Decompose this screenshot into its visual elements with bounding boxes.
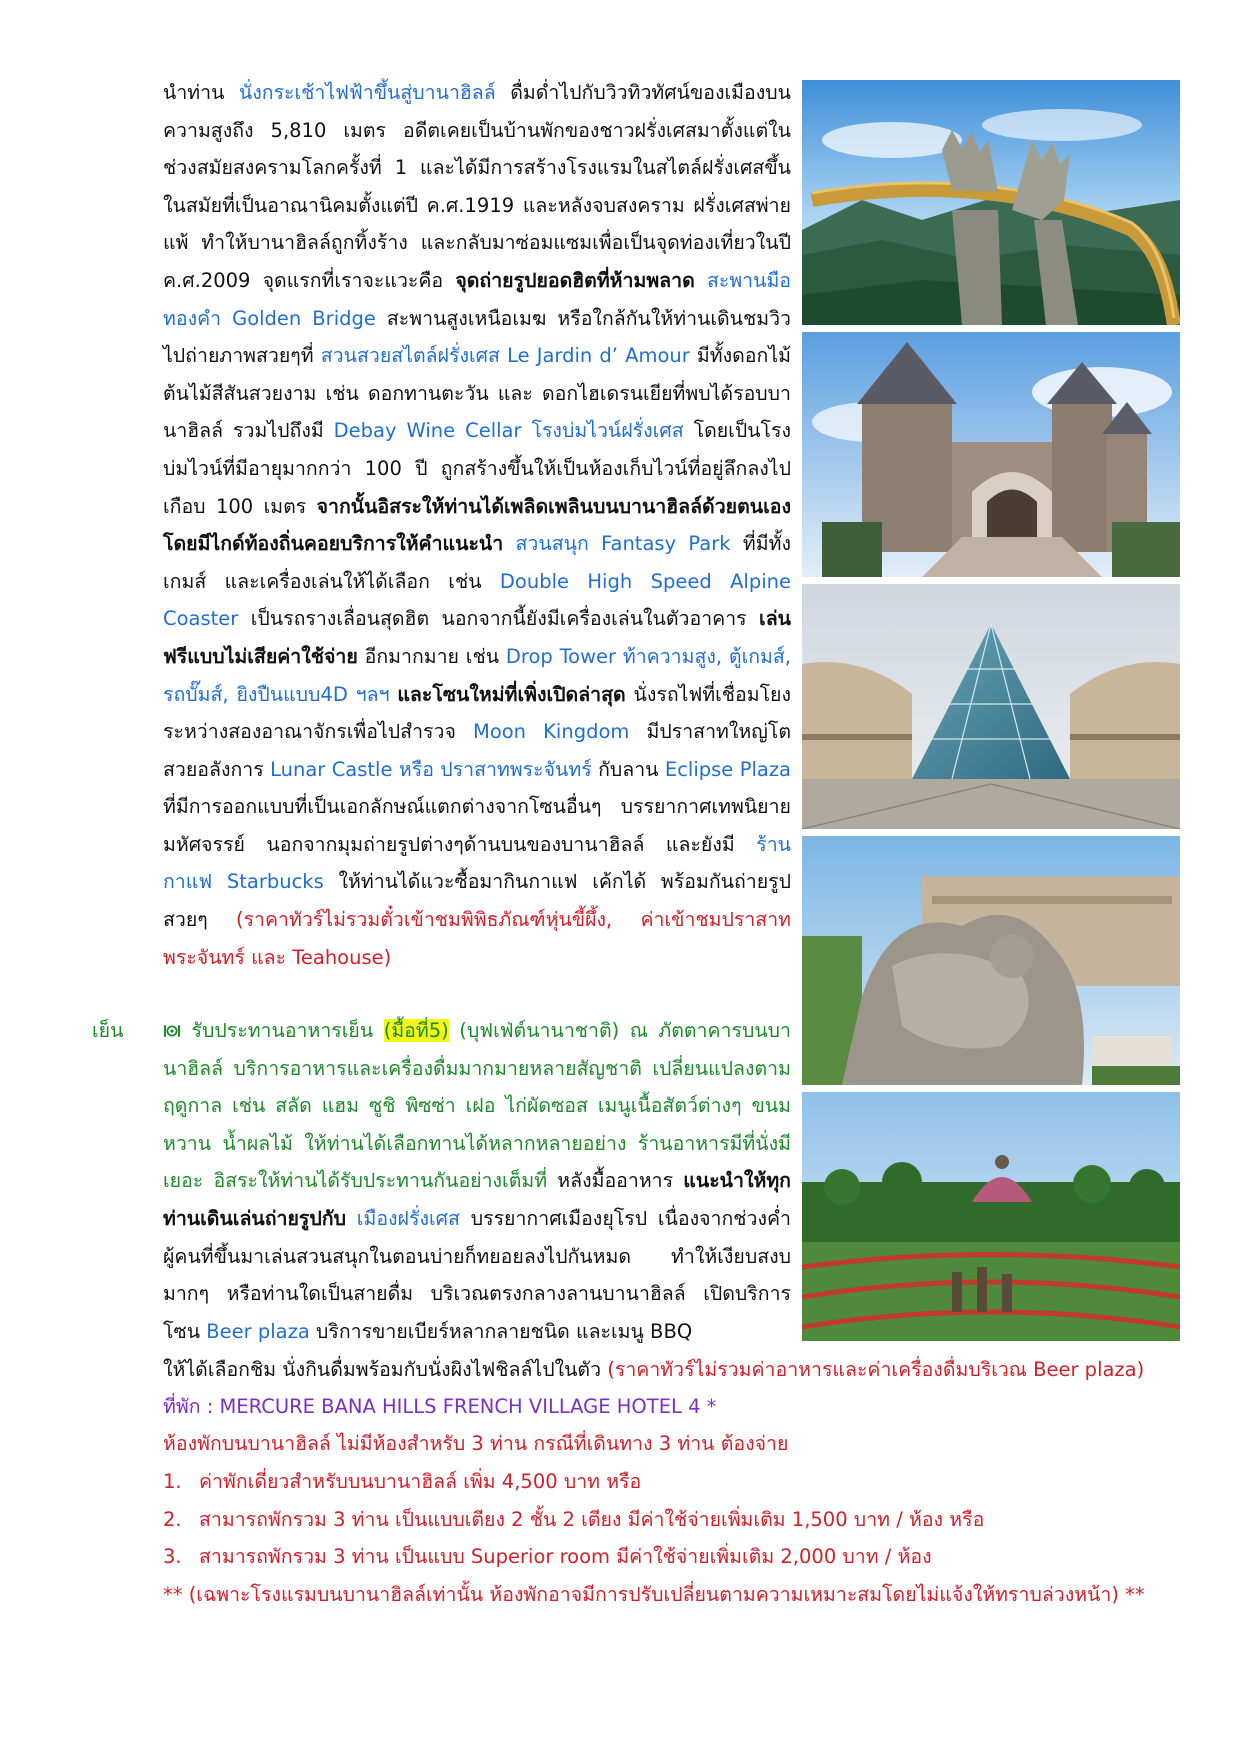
option-number: 3. [163,1545,182,1568]
lunar-castle-highlight: Lunar Castle หรือ ปราสาทพระจันทร์ [270,757,592,781]
meal-block [163,1019,791,1192]
walk-recommend-phrase: แนะนำให้ทุกท่านเดินเล่นถ่ายรูปกับ [163,1169,791,1230]
hotel-name: MERCURE BANA HILLS FRENCH VILLAGE HOTEL 4 * [219,1395,717,1418]
free-time-phrase: จากนั้นอิสระให้ท่านได้เพลิดเพลินบนบานาฮิลล์ด้วยตนเองโดยมีไกด์ท้องถิ่นคอยบริการให้คำแนะนำ [163,494,791,556]
glass-pyramid-photo [802,584,1180,829]
wine-cellar-highlight: Debay Wine Cellar โรงบ่มไวน์ฝรั่งเศส [333,419,684,443]
room-option [163,1538,1173,1576]
golden-bridge-highlight: สะพานมือทองคำ Golden Bridge [163,268,792,330]
indoor-rides-highlight: Drop Tower ท้าความสูง, ตู้เกมส์, รถบั๊มส์, ยิงปืนแบบ4D ฯลฯ [163,644,791,706]
option-text: สามารถพักรวม 3 ท่าน เป็นแบบ Superior room มีค่าใช้จ่ายเพิ่มเติม 2,000 บาท / ห้อง [199,1545,932,1568]
text: ให้ได้เลือกชิม นั่งกินดื่มพร้อมกับนั่งผิงไฟชิลล์ไปในตัว [163,1358,608,1381]
castle-photo [802,332,1180,577]
room-option [163,1501,1173,1539]
hotel-footnote: ** (เฉพาะโรงแรมบนบานาฮิลล์เท่านั้น ห้องพักอาจมีการปรับเปลี่ยนตามความเหมาะสมโดยไม่แจ้งให้ทราบล่วงหน้า) ** [163,1583,1145,1606]
text: ที่มีการออกแบบที่เป็นเอกลักษณ์แตกต่างจากโซนอื่นๆ บรรยากาศเทพนิยายมหัศจรรย์ นอกจากมุมถ่ายรูปต่างๆด้านบนของบานาฮิลล์ และยังมี [163,795,791,856]
text: นำท่าน [163,81,239,104]
text: อีกมากมาย เช่น [357,644,506,668]
text: โดยเป็นโรงบ่มไวน์ที่มีอายุมากกว่า 100 ปี ถูกสร้างขึ้นให้เป็นห้องเก็บไวน์ที่อยู่ลึกลงไปเกือบ 100 เมตร [163,419,791,518]
fantasy-park-highlight: สวนสนุก Fantasy Park [515,532,731,556]
space [503,532,515,555]
dinner-description [163,1012,791,1350]
option-number: 2. [163,1508,182,1531]
space [695,269,707,292]
eclipse-plaza-highlight: Eclipse Plaza [664,757,792,781]
text: สะพานสูงเหนือเมฆ หรือใกล้กันให้ท่านเดินชมวิวไปถ่ายภาพสวยๆที่ [163,306,791,368]
price-exclusion-note: (ราคาทัวร์ไม่รวมตั๋วเข้าชมพิพิธภัณฑ์หุ่นขี้ผึ้ง, ค่าเข้าชมปราสาทพระจันทร์ และ Teahouse) [163,908,791,969]
text: นั่งรถไฟที่เชื่อมโยงระหว่างสองอาณาจักรเพื่อไปสำรวจ [163,682,792,744]
starbucks-highlight: ร้านกาแฟ Starbucks [163,832,791,894]
free-play-phrase: เล่นฟรีแบบไม่เสียค่าใช้จ่าย [163,607,791,668]
text: บริการขายเบียร์หลากลายชนิด และเมนู BBQ [309,1319,693,1343]
text: ที่มีทั้งเกมส์ และเครื่องเล่นให้ได้เลือก เช่น [163,532,791,593]
room-option [163,1463,1173,1501]
option-text: ค่าพักเดี่ยวสำหรับบนบานาฮิลล์ เพิ่ม 4,500 บาท หรือ [199,1470,642,1493]
le-jardin-highlight: สวนสวยสไตล์ฝรั่งเศส Le Jardin d’ Amour [320,344,690,368]
text: ให้ท่านได้แวะซื้อมากินกาแฟ เค้กได้ พร้อมกันถ่ายรูปสวยๆ [163,870,791,932]
bana-hills-description [163,74,791,976]
text: บรรยากาศเมืองยุโรป เนื่องจากช่วงค่ำผู้คนที่ขึ้นมาเล่นสวนสนุกในตอนบ่ายก็ทยอยลงไปกันหมด ทำให้เงียบสงบมากๆ หรือท่านใดเป็นสายดื่ม บริเวณตรงกลางลานบานาฮิลล์ เปิดบริการโซน [163,1206,791,1343]
new-zone-phrase: และโซนใหม่ที่เพิ่งเปิดล่าสุด [397,682,626,706]
text: เป็นรถรางเลื่อนสุดฮิต นอกจากนี้ยังมีเครื่องเล่นในตัวอาคาร [238,607,760,631]
garden-photo [802,1092,1180,1341]
beer-plaza-line [163,1351,1173,1389]
room-note: ห้องพักบนบานาฮิลล์ ไม่มีห้องสำหรับ 3 ท่าน กรณีที่เดินทาง 3 ท่าน ต้องจ่าย [163,1432,789,1455]
text: มีปราสาทใหญ่โตสวยอลังการ [163,720,791,781]
option-text: สามารถพักรวม 3 ท่าน เป็นแบบเตียง 2 ชั้น 2 เตียง มีค่าใช้จ่ายเพิ่มเติม 1,500 บาท / ห้อง หรือ [199,1508,985,1531]
golden-bridge-photo [802,80,1180,325]
space [346,1207,357,1230]
dinner-time-label: เย็น [92,1019,124,1042]
french-village-highlight: เมืองฝรั่งเศส [356,1206,460,1230]
text: ดื่มด่ำไปกับวิวทิวทัศน์ของเมืองบนความสูงถึง 5,810 เมตร อดีตเคยเป็นบ้านพักของชาวฝรั่งเศสมาตั้งแต่ในช่วงสมัยสงครามโลกครั้งที่ 1 และได้มีการสร้างโรงแรมในสไตล์ฝรั่งเศสขึ้นในสมัยที่เป็นอาณานิคมตั้งแต่ปี ค.ศ.1919 และหลังจบสงคราม ฝรั่งเศสพ่ายแพ้ ทำให้บานาฮิลล์ถูกทิ้งร้าง และกลับมาซ่อมแซมเพื่อเป็นจุดท่องเที่ยวในปี ค.ศ.2009 จุดแรกที่เราจะแวะคือ [163,81,791,292]
text: หลังมื้ออาหาร [547,1169,684,1193]
hotel-label: ที่พัก : [163,1395,220,1418]
beer-plaza-highlight: Beer plaza [206,1319,310,1343]
stone-statue-photo [802,836,1180,1085]
text: รับประทานอาหารเย็น [181,1019,384,1042]
moon-kingdom-highlight: Moon Kingdom [473,720,630,744]
meal-number-badge: (มื้อที่5) [383,1019,449,1042]
beer-exclusion-note: (ราคาทัวร์ไม่รวมค่าอาหารและค่าเครื่องดื่มบริเวณ Beer plaza) [607,1358,1145,1381]
alpine-coaster-highlight: Double High Speed Alpine Coaster [163,569,791,631]
fork-knife-icon [163,1023,181,1039]
text: มีทั้งดอกไม้ต้นไม้สีสันสวยงาม เช่น ดอกทานตะวัน และ ดอกไฮเดรนเยียที่พบได้รอบบานาฮิลล์ รวมไปถึงมี [163,344,791,443]
must-see-phrase: จุดถ่ายรูปยอดฮิตที่ห้ามพลาด [455,268,695,292]
text: (บุฟเฟ่ต์นานาชาติ) ณ ภัตตาคารบนบานาฮิลล์ บริการอาหารและเครื่องดื่มมากมายหลายสัญชาติ เปลี่ยนแปลงตามฤดูกาล เช่น สลัด แฮม ซูชิ พิซซ่า เฝอ ไก่ผัดซอส เมนูเนื้อสัตว์ต่างๆ ขนมหวาน น้ำผลไม้ ให้ท่านได้เลือกทานได้หลากหลายอย่าง ร้านอาหารมีที่นั่งมีเยอะ อิสระให้ท่านได้รับประทานกันอย่างเต็มที่ [163,1019,791,1193]
hotel-line [163,1388,1173,1426]
cable-car-highlight: นั่งกระเช้าไฟฟ้าขึ้นสู่บานาฮิลล์ [238,81,496,104]
option-number: 1. [163,1470,182,1493]
text: กับลาน [591,757,665,781]
